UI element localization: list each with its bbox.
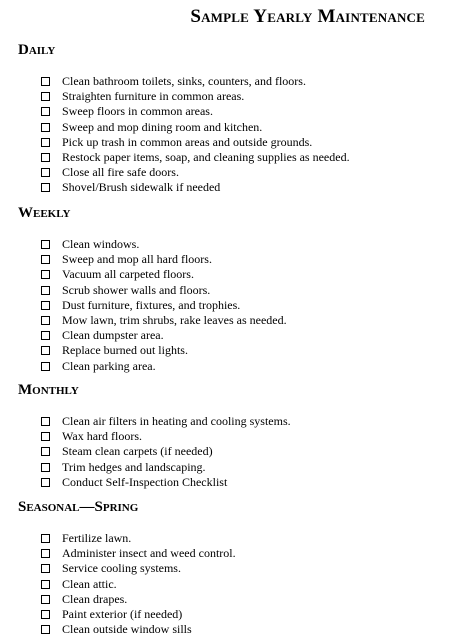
checkbox-icon[interactable] xyxy=(41,346,50,355)
checklist-item xyxy=(18,359,448,374)
checklist-item xyxy=(18,165,448,180)
section-heading: Daily xyxy=(18,42,56,58)
checklist-item xyxy=(18,267,448,282)
checklist-item xyxy=(18,120,448,135)
checklist-item xyxy=(18,577,448,592)
checklist-item xyxy=(18,135,448,150)
section-heading: Seasonal—Spring xyxy=(18,499,139,515)
checkbox-icon[interactable] xyxy=(41,549,50,558)
checklist-item xyxy=(18,237,448,252)
checklist-item-text: Clean windows. xyxy=(62,237,140,252)
checkbox-icon[interactable] xyxy=(41,138,50,147)
checklist-item-text: Sweep floors in common areas. xyxy=(62,104,213,119)
checklist-item-text: Vacuum all carpeted floors. xyxy=(62,267,194,282)
checkbox-icon[interactable] xyxy=(41,580,50,589)
checkbox-icon[interactable] xyxy=(41,534,50,543)
checkbox-icon[interactable] xyxy=(41,447,50,456)
checklist-item xyxy=(18,74,448,89)
section-monthly xyxy=(18,382,448,490)
checkbox-icon[interactable] xyxy=(41,595,50,604)
checkbox-icon[interactable] xyxy=(41,564,50,573)
checklist-item-text: Clean drapes. xyxy=(62,591,128,606)
checkbox-icon[interactable] xyxy=(41,123,50,132)
section-weekly xyxy=(18,205,448,374)
task-list xyxy=(18,74,448,196)
checklist-item-text: Clean attic. xyxy=(62,576,117,591)
checklist-item-text: Administer insect and weed control. xyxy=(62,546,236,561)
checklist-item xyxy=(18,328,448,343)
section-daily xyxy=(18,42,448,196)
checklist-item xyxy=(18,607,448,622)
section-seasonal-spring xyxy=(18,499,448,637)
checklist-item-text: Replace burned out lights. xyxy=(62,343,188,358)
checklist-item xyxy=(18,592,448,607)
task-list xyxy=(18,237,448,374)
checklist-item-text: Steam clean carpets (if needed) xyxy=(62,444,213,459)
section-heading: Weekly xyxy=(18,205,71,221)
checklist-item-text: Fertilize lawn. xyxy=(62,531,132,546)
checklist-item xyxy=(18,180,448,195)
checklist-item-text: Mow lawn, trim shrubs, rake leaves as needed. xyxy=(62,313,287,328)
checkbox-icon[interactable] xyxy=(41,183,50,192)
checklist-item-text: Clean dumpster area. xyxy=(62,328,164,343)
document-title: Sample Yearly Maintenance xyxy=(190,6,425,27)
checklist-item xyxy=(18,414,448,429)
task-list xyxy=(18,414,448,490)
checklist-item-text: Straighten furniture in common areas. xyxy=(62,89,245,104)
task-list xyxy=(18,531,448,637)
checkbox-icon[interactable] xyxy=(41,362,50,371)
checkbox-icon[interactable] xyxy=(41,331,50,340)
checklist-item-text: Restock paper items, soap, and cleaning supplies as needed. xyxy=(62,150,350,165)
checklist-item-text: Trim hedges and landscaping. xyxy=(62,459,206,474)
checklist-item xyxy=(18,475,448,490)
checklist-item-text: Sweep and mop dining room and kitchen. xyxy=(62,119,263,134)
checkbox-icon[interactable] xyxy=(41,625,50,634)
checklist-item xyxy=(18,531,448,546)
checklist-item-text: Close all fire safe doors. xyxy=(62,165,179,180)
checklist-item-text: Pick up trash in common areas and outside grounds. xyxy=(62,134,313,149)
checklist-item-text: Wax hard floors. xyxy=(62,429,143,444)
checkbox-icon[interactable] xyxy=(41,478,50,487)
checklist-item xyxy=(18,313,448,328)
checklist-item xyxy=(18,298,448,313)
checklist-item-text: Service cooling systems. xyxy=(62,561,181,576)
checkbox-icon[interactable] xyxy=(41,240,50,249)
checkbox-icon[interactable] xyxy=(41,301,50,310)
checkbox-icon[interactable] xyxy=(41,417,50,426)
checkbox-icon[interactable] xyxy=(41,255,50,264)
checklist-item xyxy=(18,444,448,459)
checkbox-icon[interactable] xyxy=(41,432,50,441)
checkbox-icon[interactable] xyxy=(41,270,50,279)
checklist-item xyxy=(18,150,448,165)
checkbox-icon[interactable] xyxy=(41,77,50,86)
checkbox-icon[interactable] xyxy=(41,286,50,295)
checklist-item xyxy=(18,252,448,267)
checklist-item xyxy=(18,104,448,119)
checklist-item xyxy=(18,89,448,104)
checkbox-icon[interactable] xyxy=(41,168,50,177)
checklist-item xyxy=(18,561,448,576)
checklist-item-text: Sweep and mop all hard floors. xyxy=(62,252,212,267)
checklist-item-text: Dust furniture, fixtures, and trophies. xyxy=(62,297,241,312)
checkbox-icon[interactable] xyxy=(41,316,50,325)
checkbox-icon[interactable] xyxy=(41,463,50,472)
checklist-item-text: Clean bathroom toilets, sinks, counters, and floors. xyxy=(62,74,306,89)
checklist-item xyxy=(18,622,448,637)
section-heading: Monthly xyxy=(18,382,79,398)
checklist-item-text: Clean parking area. xyxy=(62,358,156,373)
checklist-item xyxy=(18,343,448,358)
checkbox-icon[interactable] xyxy=(41,107,50,116)
checklist-item-text: Paint exterior (if needed) xyxy=(62,607,183,622)
checklist-item-text: Clean outside window sills xyxy=(62,622,192,637)
checklist-item xyxy=(18,460,448,475)
checklist-item xyxy=(18,283,448,298)
checklist-item xyxy=(18,429,448,444)
checkbox-icon[interactable] xyxy=(41,153,50,162)
checklist-item-text: Scrub shower walls and floors. xyxy=(62,282,211,297)
checklist-item-text: Conduct Self-Inspection Checklist xyxy=(62,474,228,489)
checklist-item xyxy=(18,546,448,561)
checkbox-icon[interactable] xyxy=(41,610,50,619)
checkbox-icon[interactable] xyxy=(41,92,50,101)
checklist-item-text: Clean air filters in heating and cooling systems. xyxy=(62,414,291,429)
checklist-item-text: Shovel/Brush sidewalk if needed xyxy=(62,180,221,195)
